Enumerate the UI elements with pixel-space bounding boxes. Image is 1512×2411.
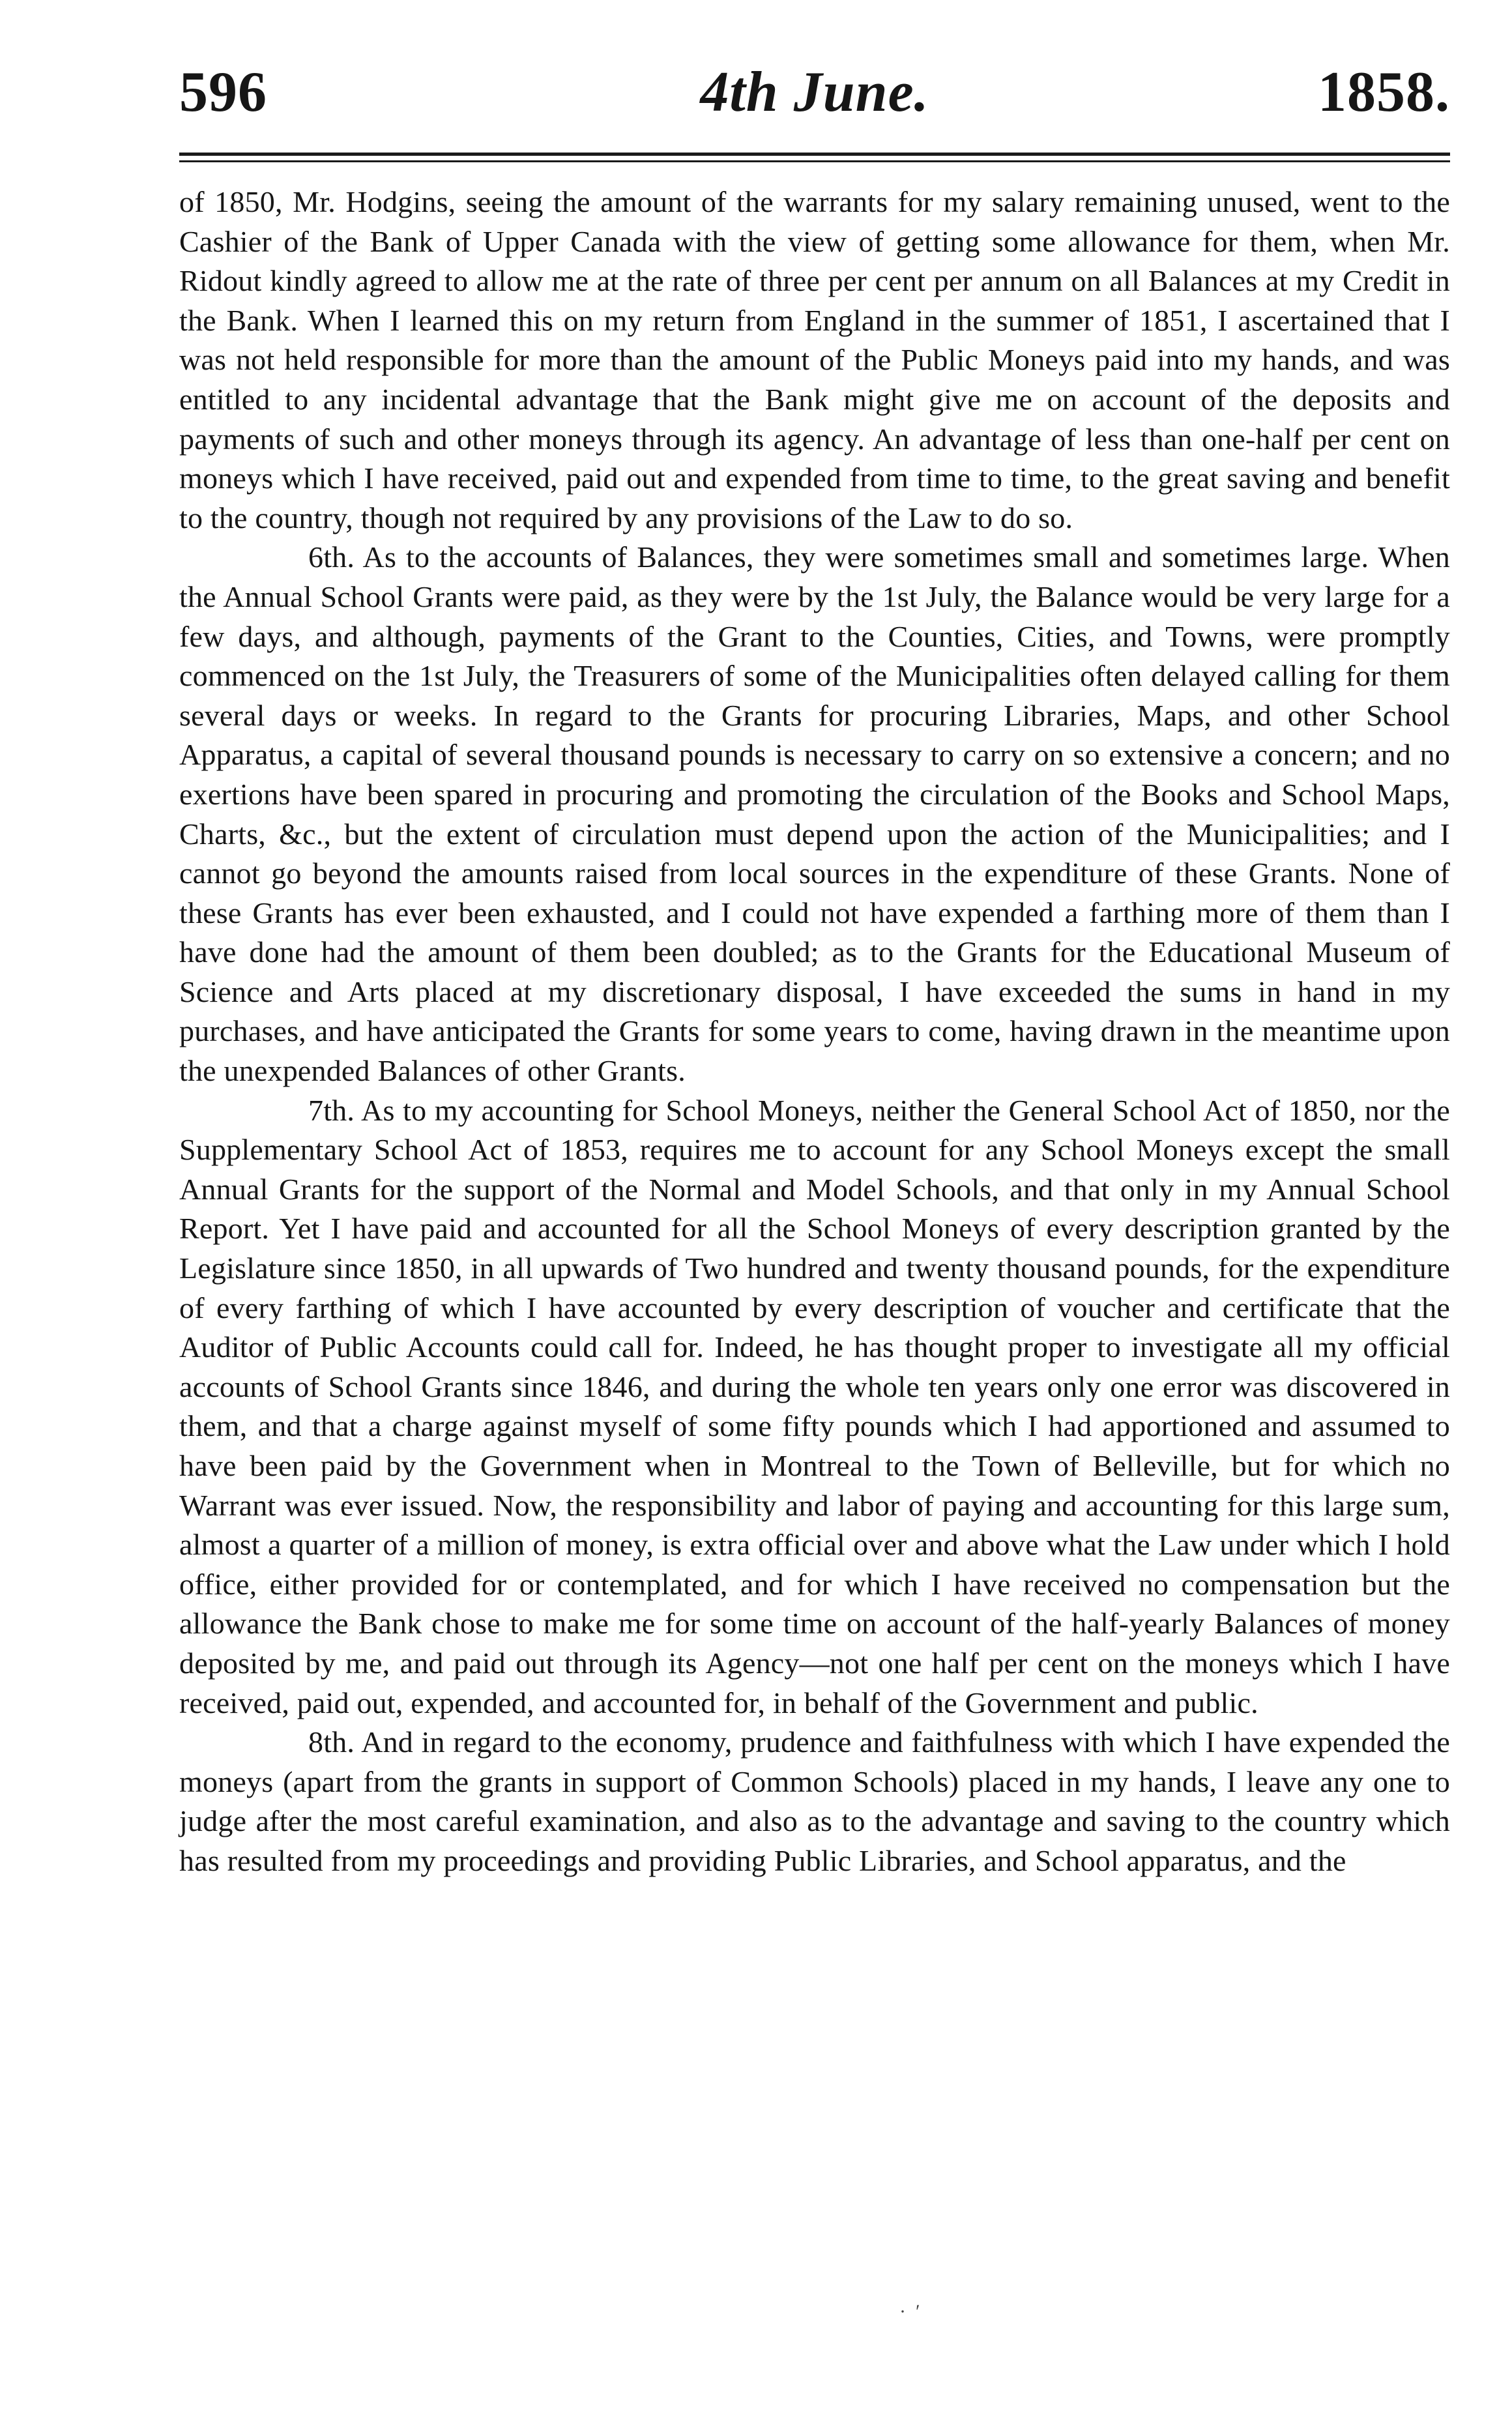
header-rule-bottom [179, 160, 1450, 162]
ink-speck: · ′ [899, 2301, 920, 2322]
page-number: 596 [179, 61, 267, 124]
paragraph-continuation: of 1850, Mr. Hodgins, seeing the amount of the warrants for my salary remaining unused, went to the Cashier of the Bank of Upper Canada with the view of getting some allowance for them, when Mr. Ridout kindly agreed to allow me at the rate of three per cent per annum on all Balances at my Credit in the Bank. When I learned this on my return from England in the summer of 1851, I ascertained that I was not held responsible for more than the amount of the Public Moneys paid into my hands, and was entitled to any incidental advantage that the Bank might give me on account of the deposits and payments of such and other moneys through its agency. An advantage of less than one-half per cent on moneys which I have received, paid out and expended from time to time, to the great saving and benefit to the country, though not required by any provisions of the Law to do so. [179, 185, 1450, 534]
body-text [179, 183, 1450, 1881]
paragraph-6th: 6th. As to the accounts of Balances, they were sometimes small and sometimes large. When the Annual School Grants were paid, as they were by the 1st July, the Balance would be very large for a few days, and although, payments of the Grant to the Counties, Cities, and Towns, were promptly commenced on the 1st July, the Treasurers of some of the Municipalities often delayed calling for them several days or weeks. In regard to the Grants for procuring Libraries, Maps, and other School Apparatus, a capital of several thousand pounds is necessary to carry on so extensive a concern; and no exertions have been spared in procuring and promoting the circulation of the Books and School Maps, Charts, &c., but the extent of circulation must depend upon the action of the Municipalities; and I cannot go beyond the amounts raised from local sources in the expenditure of these Grants. None of these Grants has ever been exhausted, and I could not have expended a farthing more of them than I have done had the amount of them been doubled; as to the Grants for the Educational Museum of Science and Arts placed at my discretionary disposal, I have exceeded the sums in hand in my purchases, and have anticipated the Grants for some years to come, having drawn in the meantime upon the unexpended Balances of other Grants. [179, 540, 1450, 1088]
header-rule-top [179, 153, 1450, 156]
header-year: 1858. [1318, 61, 1450, 124]
page-header [179, 53, 1450, 132]
running-head: 4th June. [700, 61, 929, 124]
paragraph-8th: 8th. And in regard to the economy, prudence and faithfulness with which I have expended the moneys (apart from the grants in support of Common Schools) placed in my hands, I leave any one to judge after the most careful examination, and also as to the advantage and saving to the country which has resulted from my proceedings and providing Public Libraries, and School apparatus, and the [179, 1725, 1450, 1877]
paragraph-7th: 7th. As to my accounting for School Moneys, neither the General School Act of 1850, nor the Supplementary School Act of 1853, requires me to account for any School Moneys except the small Annual Grants for the support of the Normal and Model Schools, and that only in my Annual School Report. Yet I have paid and accounted for all the School Moneys of every description granted by the Legislature since 1850, in all upwards of Two hundred and twenty thousand pounds, for the expenditure of every farthing of which I have accounted by every description of voucher and certificate that the Auditor of Public Accounts could call for. Indeed, he has thought proper to investigate all my official accounts of School Grants since 1846, and during the whole ten years only one error was discovered in them, and that a charge against myself of some fifty pounds which I had apportioned and assumed to have been paid by the Government when in Montreal to the Town of Belleville, but for which no Warrant was ever issued. Now, the responsibility and labor of paying and accounting for this large sum, almost a quarter of a million of money, is extra official over and above what the Law under which I hold office, either provided for or contemplated, and for which I have received no compensation but the allowance the Bank chose to make me for some time on account of the half-yearly Balances of money deposited by me, and paid out through its Agency—not one half per cent on the moneys which I have received, paid out, expended, and accounted for, in behalf of the Government and public. [179, 1093, 1450, 1719]
